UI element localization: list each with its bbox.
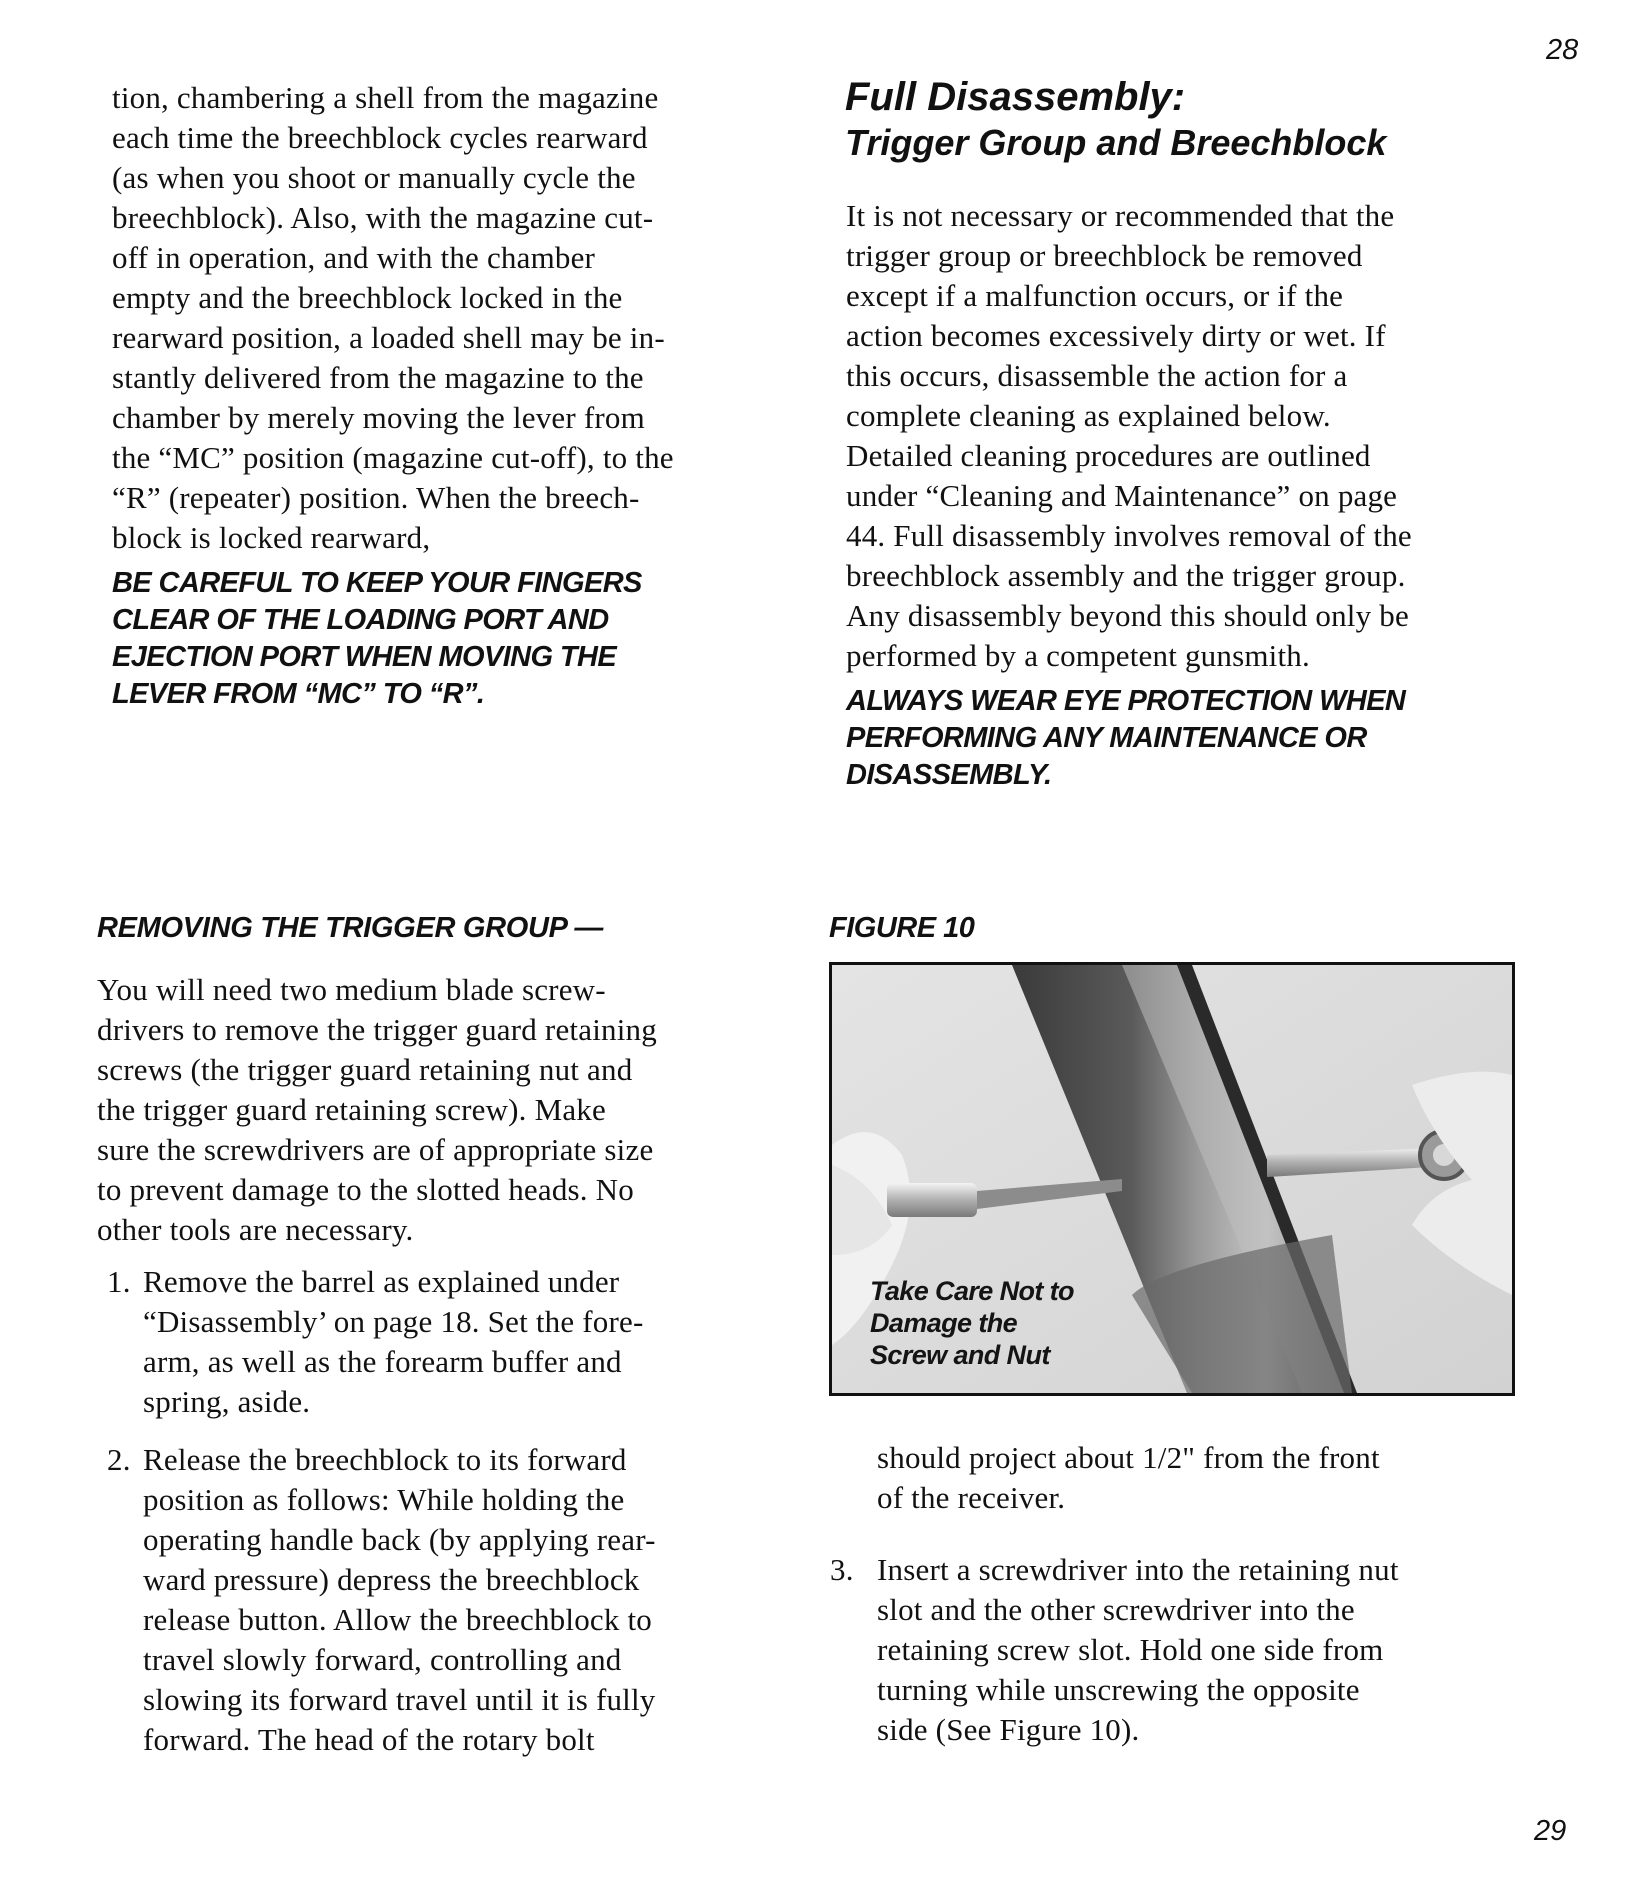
warning-line: ALWAYS WEAR EYE PROTECTION WHEN bbox=[846, 685, 1406, 717]
step-2-continuation bbox=[877, 1438, 1597, 1518]
text-line: 44. Full disassembly involves removal of the bbox=[846, 518, 1412, 553]
text-line: other tools are necessary. bbox=[97, 1212, 414, 1247]
left-continued-paragraph bbox=[112, 78, 792, 558]
warning-line: PERFORMING ANY MAINTENANCE OR bbox=[846, 722, 1367, 754]
warning-eye-protection bbox=[846, 683, 1566, 794]
warning-line: EJECTION PORT WHEN MOVING THE bbox=[112, 641, 617, 673]
text-line: turning while unscrewing the opposite bbox=[877, 1672, 1360, 1707]
page-number-left: 28 bbox=[1546, 34, 1579, 66]
warning-line: DISASSEMBLY. bbox=[846, 759, 1052, 791]
warning-line: CLEAR OF THE LOADING PORT AND bbox=[112, 604, 609, 636]
text-line: performed by a competent gunsmith. bbox=[846, 638, 1310, 673]
text-line: to prevent damage to the slotted heads. No bbox=[97, 1172, 634, 1207]
text-line: Any disassembly beyond this should only be bbox=[846, 598, 1409, 633]
text-line: tion, chambering a shell from the magazine bbox=[112, 80, 659, 115]
text-line: chamber by merely moving the lever from bbox=[112, 400, 645, 435]
text-line: off in operation, and with the chamber bbox=[112, 240, 596, 275]
steps-list-right bbox=[830, 1550, 1590, 1768]
caption-line: Take Care Not to bbox=[870, 1276, 1074, 1306]
text-line: rearward position, a loaded shell may be in- bbox=[112, 320, 665, 355]
text-line: Release the breechblock to its forward bbox=[143, 1442, 627, 1477]
text-line: breechblock). Also, with the magazine cut- bbox=[112, 200, 654, 235]
page-number-right: 29 bbox=[1534, 1815, 1567, 1847]
text-line: under “Cleaning and Maintenance” on page bbox=[846, 478, 1398, 513]
full-disassembly-intro-paragraph bbox=[846, 196, 1566, 676]
text-line: drivers to remove the trigger guard retaining bbox=[97, 1012, 657, 1047]
text-line: ward pressure) depress the breechblock bbox=[143, 1562, 640, 1597]
step-item-2 bbox=[97, 1440, 817, 1760]
step-item-3 bbox=[830, 1550, 1590, 1750]
text-line: slowing its forward travel until it is fully bbox=[143, 1682, 656, 1717]
text-line: Insert a screwdriver into the retaining nut bbox=[877, 1552, 1399, 1587]
text-line: You will need two medium blade screw- bbox=[97, 972, 606, 1007]
text-line: retaining screw slot. Hold one side from bbox=[877, 1632, 1384, 1667]
trigger-group-intro-paragraph bbox=[97, 970, 797, 1250]
page-title bbox=[845, 74, 1386, 166]
title-line-2: Trigger Group and Breechblock bbox=[845, 122, 1387, 163]
text-line: trigger group or breechblock be removed bbox=[846, 238, 1363, 273]
text-line: the trigger guard retaining screw). Make bbox=[97, 1092, 606, 1127]
text-line: empty and the breechblock locked in the bbox=[112, 280, 623, 315]
text-line: stantly delivered from the magazine to the bbox=[112, 360, 644, 395]
left-screwdriver-handle-icon bbox=[887, 1183, 977, 1217]
caption-line: Screw and Nut bbox=[870, 1340, 1050, 1370]
text-line: (as when you shoot or manually cycle the bbox=[112, 160, 636, 195]
figure-10-photo bbox=[829, 962, 1515, 1396]
title-line-1: Full Disassembly: bbox=[845, 75, 1186, 119]
text-line: breechblock assembly and the trigger group. bbox=[846, 558, 1406, 593]
step-number: 3. bbox=[830, 1552, 854, 1587]
step-number: 1. bbox=[107, 1264, 131, 1299]
text-line: forward. The head of the rotary bolt bbox=[143, 1722, 595, 1757]
text-line: position as follows: While holding the bbox=[143, 1482, 625, 1517]
text-line: sure the screwdrivers are of appropriate size bbox=[97, 1132, 654, 1167]
text-line: complete cleaning as explained below. bbox=[846, 398, 1331, 433]
text-line: “Disassembly’ on page 18. Set the fore- bbox=[143, 1304, 644, 1339]
text-line: should project about 1/2" from the front bbox=[877, 1440, 1380, 1475]
figure-caption bbox=[870, 1275, 1074, 1371]
text-line: “R” (repeater) position. When the breech- bbox=[112, 480, 640, 515]
caption-line: Damage the bbox=[870, 1308, 1018, 1338]
text-line: It is not necessary or recommended that the bbox=[846, 198, 1395, 233]
step-item-1 bbox=[97, 1262, 817, 1422]
step-number: 2. bbox=[107, 1442, 131, 1477]
text-line: action becomes excessively dirty or wet. If bbox=[846, 318, 1386, 353]
text-line: each time the breechblock cycles rearward bbox=[112, 120, 648, 155]
text-line: release button. Allow the breechblock to bbox=[143, 1602, 653, 1637]
text-line: operating handle back (by applying rear- bbox=[143, 1522, 656, 1557]
text-line: Remove the barrel as explained under bbox=[143, 1264, 620, 1299]
section-heading-removing-trigger-group: REMOVING THE TRIGGER GROUP — bbox=[97, 912, 604, 944]
text-line: except if a malfunction occurs, or if the bbox=[846, 278, 1344, 313]
text-line: arm, as well as the forearm buffer and bbox=[143, 1344, 622, 1379]
text-line: spring, aside. bbox=[143, 1384, 311, 1419]
text-line: Detailed cleaning procedures are outlined bbox=[846, 438, 1371, 473]
warning-line: LEVER FROM “MC” TO “R”. bbox=[112, 678, 485, 710]
warning-line: BE CAREFUL TO KEEP YOUR FINGERS bbox=[112, 567, 642, 599]
text-line: the “MC” position (magazine cut-off), to the bbox=[112, 440, 674, 475]
text-line: of the receiver. bbox=[877, 1480, 1066, 1515]
text-line: side (See Figure 10). bbox=[877, 1712, 1140, 1747]
warning-fingers bbox=[112, 565, 792, 713]
steps-list-left bbox=[97, 1262, 817, 1778]
text-line: this occurs, disassemble the action for a bbox=[846, 358, 1348, 393]
text-line: block is locked rearward, bbox=[112, 520, 431, 555]
text-line: travel slowly forward, controlling and bbox=[143, 1642, 622, 1677]
text-line: slot and the other screwdriver into the bbox=[877, 1592, 1355, 1627]
figure-label: FIGURE 10 bbox=[829, 912, 975, 944]
text-line: screws (the trigger guard retaining nut and bbox=[97, 1052, 633, 1087]
